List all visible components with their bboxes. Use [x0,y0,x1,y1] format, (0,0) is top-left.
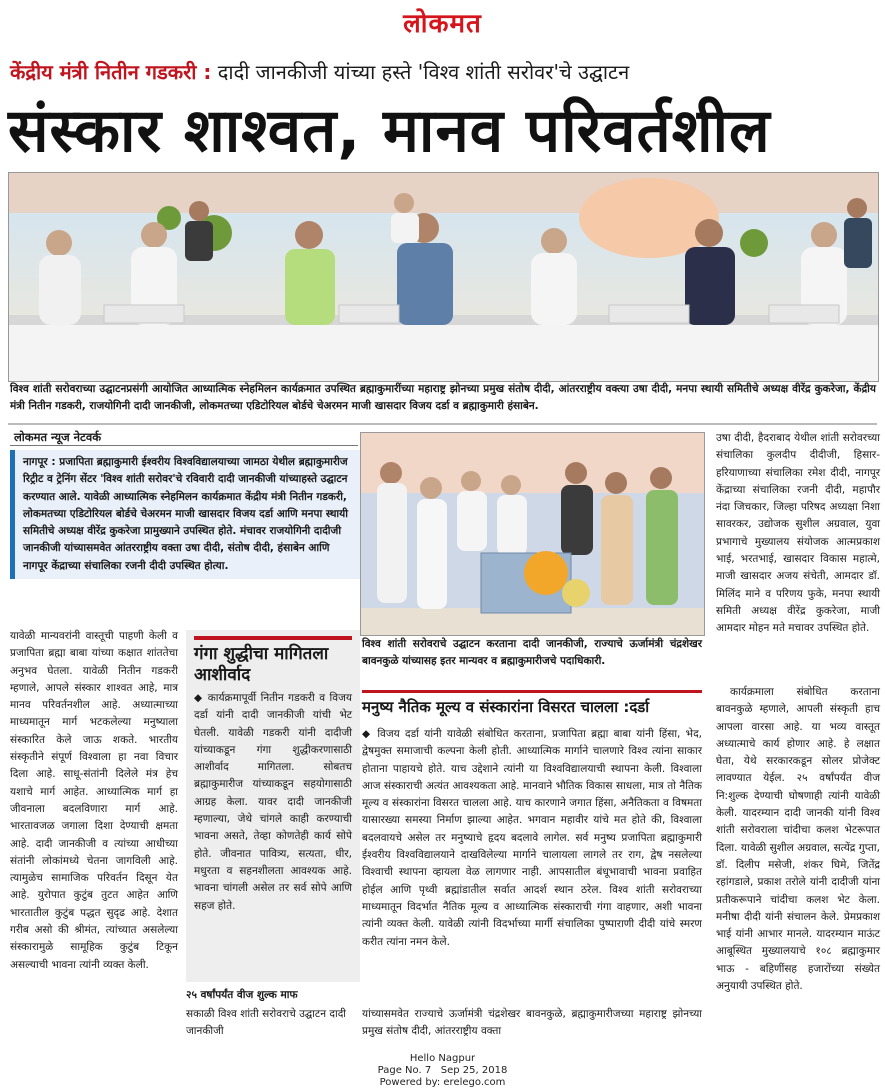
right-column-text-2: कार्यक्रमाला संबोधित करताना बावनकुळे म्हणाले, आपली संस्कृती हाच आपला वारसा आहे. या भव्य वास्तूत अध्यात्माचे कार्य होणार आहे. हे लक्षात घेता, येथे सरकारकडून सोलर प्रोजेक्ट लावण्यात येईल. २५ वर्षांपर्यंत वीज नि:शुल्क देण्याची घोषणाही त्यांनी यावेळी केली. यादरम्यान दादी जानकी यांनी विश्व शांती सरोवराला चांदीचा कलश भेटरूपात दिला. यावेळी सुशील अग्रवाल, सत्येंद्र गुप्ता, डॉ. दिलीप मसेजी, शंकर घिमे, जितेंद्र रहांगडाले, प्रकाश तरोले यांनी दादीजी यांना प्रतीकरूपाने चांदीचा कलश भेट केला. मनीषा दीदी यांनी संचालन केले. प्रेमप्रकाश भाई यांनी आभार मानले. यादरम्यान माऊंट आबूस्थित मुख्यालयाचे १०८ ब्रह्माकुमार भाऊ - बहिणींसह हजारोंच्या संख्येत अनुयायी उपस्थित होते. [716,686,880,993]
main-photo-caption: विश्व शांती सरोवराच्या उद्घाटनप्रसंगी आयोजित आध्यात्मिक स्नेहमिलन कार्यक्रमात उपस्थित ब्रह्माकुमारींच्या महाराष्ट्र झोनच्या प्रमुख संतोष दीदी, आंतरराष्ट्रीय वक्त्या उषा दीदी, मनपा स्थायी समितीचे अध्यक्ष वीरेंद्र कुकरेजा, केंद्रीय मंत्री नितीन गडकरी, राजयोगिनी दादी जानकीजी, लोकमतच्या एडिटोरियल बोर्डचे चेअरमन माजी खासदार विजय दर्डा व ब्रह्माकुमारी हंसाबेन. [10,383,876,412]
lead-paragraph: नागपूर : प्रजापिता ब्रह्माकुमारी ईश्वरीय विश्वविद्यालयाच्या जामठा येथील ब्रह्माकुमारीज रिट्रीट व ट्रेनिंग सेंटर 'विश्व शांती सरोवर'चे रविवारी दादी जानकीजी यांच्याहस्ते उद्घाटन करण्यात आले. यावेळी आध्यात्मिक स्नेहमिलन कार्यक्रमात केंद्रीय मंत्री नितीन गडकरी, लोकमतच्या एडिटोरियल बोर्डचे चेअरमन माजी खासदार विजय दर्डा आणि मनपा स्थायी समितीचे अध्यक्ष वीरेंद्र कुकरेजा प्रामुख्याने उपस्थित होते. मंचावर राजयोगिनी दादीजी जानकीजी यांच्यासमवेत आंतरराष्ट्रीय वक्ता उषा दीदी, संतोष दीदी, हंसाबेन आणि नागपूर केंद्राच्या संचालिका रजनी दीदी उपस्थित होत्या. [10,450,364,579]
byline: लोकमत न्यूज नेटवर्क [10,430,358,446]
headline: संस्कार शाश्वत, मानव परिवर्तशील [8,96,771,166]
inauguration-photo-illustration [361,433,704,635]
darda-body: विजय दर्डा यांनी यावेळी संबोधित करताना, प्रजापिता ब्रह्मा बाबा यांनी हिंसा, भेद, द्वेषमुक्त समाजाची कल्पना केली होती. आध्यात्मिक मार्गाने चालणारे विश्व त्यांना साकार होताना पाहायचे होते. याच उद्देशाने त्यांनी या विश्वविद्यालयाची स्थापना केली. विश्वाला आज संस्काराची अत्यंत आवश्यकता आहे. मानवाने भौतिक विकास साधला, मात्र तो नैतिक मूल्य व संस्कारांना विसरत चालला आहे. याच कारणाने जगात हिंसा, अनैतिकता व विषमता यासारख्या समस्या निर्माण झाल्या आहेत. भगवान महावीर यांचे मत होते की, विश्वाला बदलवायचे असेल तर मनुष्याचे हृदय बदलावे लागेल. सर्व मनुष्य प्रजापिता ब्रह्माकुमारी ईश्वरीय विश्वविद्यालयाने दाखविलेल्या मार्गाने चालायला लागले तर राग, द्वेष नसलेल्या विश्वाची स्थापना व्हायला वेळ लागणार नाही. आपसातील बंधूभावाची भावना प्रवाहित होईल आणि पृथ्वी ब्रह्मांडातील सर्वात आदर्श स्थान ठरेल. विश्व शांती सरोवराच्या माध्यमातून विदर्भात नैतिक मूल्य व आध्यात्मिक संस्काराची गंगा वाहणार, अशी भावना त्यांनी व्यक्त केली. यावेळी त्यांनी विदर्भाच्या मार्गी संचालिका पुष्पाराणी दीदी यांचे स्मरण करीत त्यांना नमन केले. [362,728,702,948]
kicker-lead: केंद्रीय मंत्री नितीन गडकरी : [10,60,212,84]
power-fee-heading: २५ वर्षांपर्यंत वीज शुल्क माफ [186,989,298,1001]
darda-text [362,726,702,951]
kicker-rest: दादी जानकीजी यांच्या हस्ते 'विश्व शांती सरोवर'चे उद्घाटन [217,60,630,84]
darda-subhead: मनुष्य नैतिक मूल्य व संस्कारांना विसरत चालला :दर्डा [362,690,702,717]
inauguration-photo-caption: विश्व शांती सरोवराचे उद्घाटन करताना दादी जानकीजी, राज्याचे ऊर्जामंत्री चंद्रशेखर बावनकुळे यांच्यासह इतर मान्यवर व ब्रह्माकुमारीजचे पदाधिकारी. [362,638,702,667]
footer-edition: Hello Nagpur [409,1053,476,1064]
main-photo [8,172,879,382]
footer-date: Sep 25, 2018 [440,1065,508,1076]
footer-powered: Powered by: erelego.com [379,1077,506,1088]
page-footer [0,1053,885,1089]
footer-page-date [0,1065,885,1077]
column-1-text: यावेळी मान्यवरांनी वास्तूची पाहणी केली व प्रजापिता ब्रह्मा बाबा यांच्या कक्षात शांततेचा अनुभव घेतला. यावेळी नितीन गडकरी म्हणाले, आपले संस्कार शाश्वत आहे, मात्र मानव परिवर्तनशील आहे. अध्यात्माच्या माध्यमातून मार्ग भटकलेल्या मनुष्याला संस्कारित केले जाऊ शकते. भारतीय संस्कृतीने संपूर्ण विश्वाला हा नवा विचार दिला आहे. साधू-संतांनी दिलेले मंत्र हेच यशाचे मार्ग आहेत. आध्यात्मिक मार्ग हा जीवनाला बदलविणारा मार्ग आहे. भारतावजळ जगाला दिशा देण्याची क्षमता आहे. दादी जानकीजी व त्यांच्या आधीच्या संतांनी लोकांमध्ये चेतना जागविली आहे. त्यामुळेच सामाजिक परिवर्तन दिसून येत आहे. युरोपात कुटुंब तुटत आहेत आणि भारतातील कुटुंब पद्धत सुदृढ आहे. देशात गरीब असो की श्रीमंत, त्यांच्यात असलेल्या संस्कारामुळे सामूहिक कुटुंब टिकून असल्याची भावना त्यांनी व्यक्त केली. [10,630,178,971]
power-fee-text: सकाळी विश्व शांती सरोवराचे उद्घाटन दादी जानकीजी [186,1008,346,1038]
diamond-bullet-icon: ◆ [362,728,378,740]
footer-page: Page No. 7 [377,1065,432,1076]
right-column-text: उषा दीदी, हैदराबाद येथील शांती सरोवरच्या संचालिका कुलदीप दीदीजी, हिसार-हरियाणाच्या संचालिका रमेश दीदी, नागपूर केंद्राच्या संचालिका रजनी दीदी, महापौर नंदा जिचकार, जिल्हा परिषद अध्यक्षा निशा सावरकर, उद्योजक सुशील अग्रवाल, युवा प्रभागाचे मुख्यालय संयोजक आत्मप्रकाश भाई, भरतभाई, खासदार विकास महात्मे, माजी खासदार अजय संचेती, आमदार डॉ. मिलिंद माने व परिणय फुके, मनपा स्थायी समिती अध्यक्ष वीरेंद्र कुकरेजा, माजी आमदार मोहन मते मचावर उपस्थित होते. [716,432,880,635]
main-photo-illustration [9,173,878,381]
sidebar-title: गंगा शुद्धीचा मागितला आशीर्वाद [194,636,352,686]
bottom-center-text: यांच्यासमवेत राज्याचे ऊर्जामंत्री चंद्रशेखर बावनकुळे, ब्रह्माकुमारीजच्या महाराष्ट्र झोनच्या प्रमुख संतोष दीदी, आंतरराष्ट्रीय वक्ता [362,1008,702,1038]
kicker-line [10,58,880,85]
inauguration-photo [360,432,705,636]
sidebar-text [194,690,352,915]
sidebar-box [186,630,360,982]
divider [8,423,877,425]
masthead-logo: लोकमत [403,9,482,39]
sidebar-body: कार्यक्रमापूर्वी नितीन गडकरी व विजय दर्डा यांनी दादी जानकीजी यांची भेट घेतली. यावेळी गडकरी यांनी दादीजी यांच्याकडून गंगा शुद्धीकरणासाठी आशीर्वाद मागितला. सोबतच ब्रह्माकुमारीज यांच्याकडून सहयोगासाठी आग्रह केला. यावर दादी जानकीजी म्हणाल्या, जेथे चांगले काही करण्याची भावना असते, तेव्हा कोणतेही कार्य सोपे होते. जीवनात पावित्र्य, सत्यता, धीर, मधुरता व सहनशीलता आवश्यक आहे. भावना चांगली असेल तर सर्व सोपे आणि सहज होते. [194,692,352,912]
diamond-bullet-icon: ◆ [194,692,208,704]
